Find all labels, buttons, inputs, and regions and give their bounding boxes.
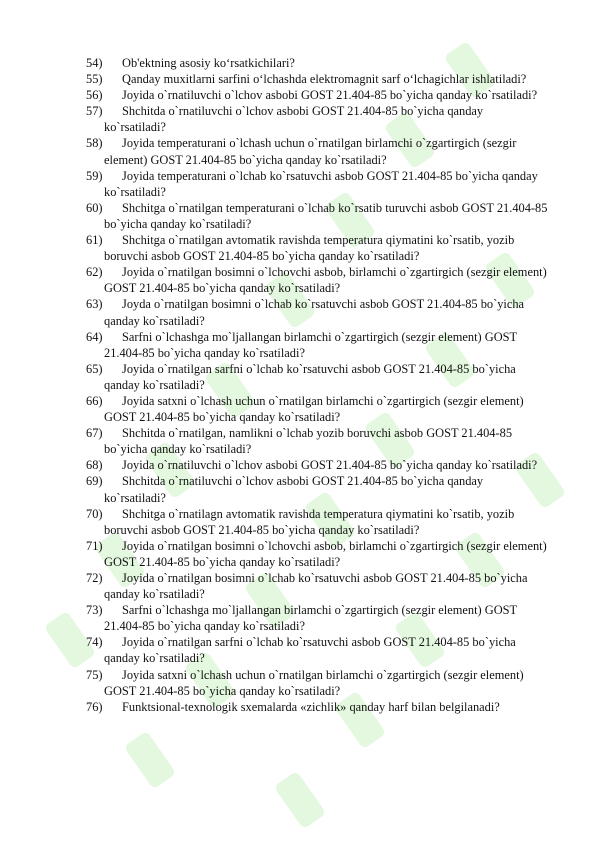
question-item	[86, 329, 548, 361]
question-item	[86, 103, 548, 135]
question-item	[86, 473, 548, 505]
question-number: 76)	[86, 699, 103, 714]
watermark-shape	[274, 771, 327, 830]
question-item	[86, 602, 548, 634]
question-number: 59)	[86, 168, 103, 183]
question-text: Qanday muxitlarni sarfini o‘lchashda elektromagnit sarf o‘lchagichlar ishlatiladi?	[122, 72, 527, 87]
question-item	[86, 168, 548, 200]
question-text: Joyida o`rnatiluvchi o`lchov asbobi GOST 21.404-85 bo`yicha qanday ko`rsatiladi?	[122, 88, 538, 103]
question-number: 54)	[86, 56, 103, 70]
question-text: Shchitda o`rnatiluvchi o`lchov asbobi GOST 21.404-85 bo`yicha qanday ko`rsatiladi?	[104, 104, 484, 135]
question-number: 66)	[86, 393, 103, 408]
question-item	[86, 87, 548, 103]
question-number: 55)	[86, 72, 103, 87]
question-item	[86, 538, 548, 570]
question-number: 69)	[86, 474, 103, 489]
question-list	[86, 55, 548, 715]
question-number: 75)	[86, 667, 103, 682]
question-number: 70)	[86, 506, 103, 521]
question-item	[86, 699, 548, 715]
question-number: 67)	[86, 426, 103, 441]
question-item	[86, 634, 548, 666]
question-text: Sarfni o`lchashga mo`ljallangan birlamchi o`zgartirgich (sezgir element) GOST 21.404-85 bo`yicha qanday ko`rsatiladi?	[104, 603, 517, 634]
question-number: 64)	[86, 329, 103, 344]
question-item	[86, 393, 548, 425]
question-number: 56)	[86, 88, 103, 103]
question-text: Joyida o`rnatilgan bosimni o`lchovchi asbob, birlamchi o`zgartirgich (sezgir element) GOST 21.404-85 bo`yicha qanday ko`rsatiladi?	[104, 265, 547, 296]
question-text: Joyida satxni o`lchash uchun o`rnatilgan birlamchi o`zgartirgich (sezgir element) GOST 21.404-85 bo`yicha qanday ko`rsatiladi?	[104, 393, 524, 425]
question-text: Joyida temperaturani o`lchash uchun o`rnatilgan birlamchi o`zgartirgich (sezgir element) GOST 21.404-85 bo`yicha qanday ko`rsatiladi?	[104, 136, 517, 167]
question-item	[86, 506, 548, 538]
question-item	[86, 570, 548, 602]
question-item	[86, 232, 548, 264]
question-item	[86, 361, 548, 393]
watermark-shape	[124, 731, 177, 790]
question-number: 61)	[86, 233, 103, 248]
question-number: 57)	[86, 104, 103, 119]
question-text: Shchitga o`rnatilagn avtomatik ravishda temperatura qiymatini ko`rsatib, yozib boruvchi asbob GOST 21.404-85 bo`yicha qanday ko`rsatiladi?	[104, 506, 515, 537]
question-text: Joyida o`rnatilgan sarfni o`lchab ko`rsatuvchi asbob GOST 21.404-85 bo`yicha qanday ko`rsatiladi?	[104, 361, 516, 392]
question-text: Shchitda o`rnatilgan, namlikni o`lchab yozib boruvchi asbob GOST 21.404-85 bo`yicha qanday ko`rsatiladi?	[104, 426, 513, 457]
document-page	[86, 55, 548, 715]
question-number: 72)	[86, 571, 103, 585]
question-item	[86, 264, 548, 296]
question-text: Joyida temperaturani o`lchab ko`rsatuvchi asbob GOST 21.404-85 bo`yicha qanday ko`rsatiladi?	[104, 168, 538, 199]
question-item	[86, 667, 548, 699]
question-text: Ob'ektning asosiy ko‘rsatkichilari?	[122, 56, 295, 70]
question-text: Joyida o`rnatiluvchi o`lchov asbobi GOST 21.404-85 bo`yicha qanday ko`rsatiladi?	[122, 458, 538, 473]
question-text: Funktsional-texnologik sxemalarda «zichlik» qanday harf bilan belgilanadi?	[122, 699, 500, 714]
question-item	[86, 55, 548, 71]
question-number: 68)	[86, 458, 103, 473]
question-text: Shchitga o`rnatilgan temperaturani o`lchab ko`rsatib turuvchi asbob GOST 21.404-85 bo`yicha qanday ko`rsatiladi?	[104, 200, 548, 231]
question-number: 58)	[86, 136, 103, 151]
question-text: Joyida satxni o`lchash uchun o`rnatilgan birlamchi o`zgartirgich (sezgir element) GOST 21.404-85 bo`yicha qanday ko`rsatiladi?	[104, 667, 524, 698]
question-item	[86, 296, 548, 328]
question-item	[86, 135, 548, 167]
question-text: Shchitda o`rnatiluvchi o`lchov asbobi GOST 21.404-85 bo`yicha qanday ko`rsatiladi?	[104, 474, 484, 505]
question-number: 63)	[86, 297, 103, 312]
question-item	[86, 425, 548, 457]
question-number: 65)	[86, 361, 103, 376]
question-item	[86, 200, 548, 232]
question-text: Sarfni o`lchashga mo`ljallangan birlamchi o`zgartirgich (sezgir element) GOST 21.404-85 bo`yicha qanday ko`rsatiladi?	[104, 329, 517, 360]
question-text: Joyida o`rnatilgan sarfni o`lchab ko`rsatuvchi asbob GOST 21.404-85 bo`yicha qanday ko`rsatiladi?	[104, 635, 516, 666]
question-item	[86, 71, 548, 87]
question-text: Joyda o`rnatilgan bosimni o`lchab ko`rsatuvchi asbob GOST 21.404-85 bo`yicha qanday ko`rsatiladi?	[104, 297, 525, 328]
question-number: 74)	[86, 635, 103, 650]
question-number: 73)	[86, 603, 103, 618]
question-text: Joyida o`rnatilgan bosimni o`lchovchi asbob, birlamchi o`zgartirgich (sezgir element) GOST 21.404-85 bo`yicha qanday ko`rsatiladi?	[104, 538, 547, 569]
question-number: 62)	[86, 265, 103, 280]
question-number: 60)	[86, 200, 103, 215]
question-item	[86, 457, 548, 473]
question-number: 71)	[86, 538, 103, 553]
question-text: Shchitga o`rnatilgan avtomatik ravishda temperatura qiymatini ko`rsatib, yozib boruvchi asbob GOST 21.404-85 bo`yicha qanday ko`rsatiladi?	[104, 233, 515, 264]
question-text: Joyida o`rnatilgan bosimni o`lchab ko`rsatuvchi asbob GOST 21.404-85 bo`yicha qanday ko`rsatiladi?	[104, 571, 528, 602]
